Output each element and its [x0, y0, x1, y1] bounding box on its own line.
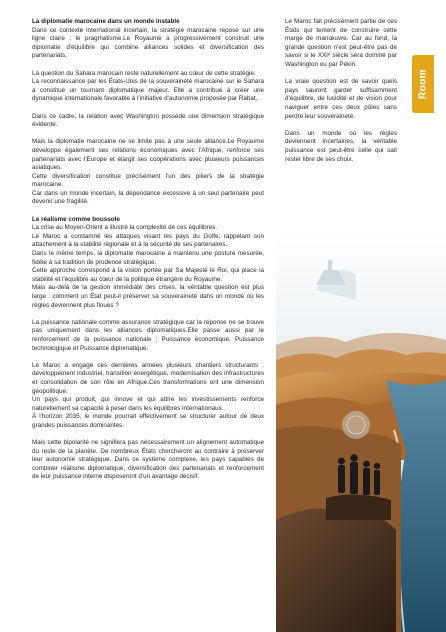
paragraph: Cette approche correspond à la vision portée par Sa Majesté le Roi, qui place la stabilité et l'équilibre au cœur de la politique étrangère du Royaume. [32, 267, 264, 283]
paragraph: Car dans un monde incertain, la dépendance excessive à un seul partenaire peut devenir une fragilité. [32, 189, 264, 206]
left-column [32, 18, 264, 491]
illustration-svg [276, 230, 446, 632]
paragraph: La question du Sahara marocain reste naturellement au cœur de cette stratégie. [32, 69, 256, 77]
paragraph: La vraie question est de savoir quels pays sauront garder suffisamment d'équilibre, de lucidité et de vision pour naviguer entre ces deux pôles sans perdre leur souveraineté. [285, 78, 397, 120]
section-title-realisme: Le réalisme comme boussole [32, 215, 120, 223]
paragraph: Mais la diplomatie marocaine ne se limite pas à une seule alliance.Le Royaume développe également ses relations économiques avec l'Afrique, renforce ses partenariats avec l'Europe et élargit ses coopérations avec plusieurs puissances asiatiques. [32, 138, 264, 172]
paragraph: Dans le même temps, la diplomatie marocaine a maintenu une posture mesurée, fidèle à sa tradition de prudence stratégique. [32, 250, 264, 266]
paragraph: Dans un monde où les règles deviennent incertaines, la véritable puissance est peut-être celle qui sait rester libre de ses choix. [285, 129, 397, 163]
paragraph: Mais cette bipolarité ne signifiera pas nécessairement un alignement automatique du reste de la planète. De nombreux États chercheront au contraire à préserver leur autonomie stratégique. Dans ce système complexe, les pays capables de combiner réalisme diplomatique, diversification des partenariats et renforcement de leur puissance interne disposeront d'un avantage décisif. [32, 439, 264, 481]
paragraph: Cette diversification constitue précisément l'un des piliers de la stratégie marocaine. [32, 172, 264, 189]
right-column [285, 18, 397, 173]
illustration-desert-coast [276, 230, 446, 632]
paragraph: Dans ce contexte international incertain, la stratégie marocaine repose sur une ligne claire : le pragmatisme.Le Royaume a progressivement construit une diplomatie d'équilibre qui combine alliances solides et diversification des partenariats. [32, 26, 264, 60]
paragraph: Dans ce cadre, la relation avec Washington possède une dimension stratégique évidente. [32, 112, 264, 129]
section-tab [412, 55, 434, 113]
section-title-diplomatie: La diplomatie marocaine dans un monde instable [32, 18, 180, 25]
paragraph: Le Maroc fait précisément partie de ces États qui tentent de construire cette marge de manœuvre. Car au fond, la grande question n'est peut-être pas de savoir si le XXIᵉ siècle sera dominé par Washington ou par Pékin. [285, 18, 397, 68]
paragraph: Mais au-delà de la gestion immédiate des crises, la véritable question est plus large : comment un État peut-il préserver sa souveraineté dans un monde où les règles deviennent plus floues ? [32, 284, 264, 309]
paragraph: La puissance nationale comme assurance stratégique car la réponse ne se trouve pas uniquement dans les alliances diplomatiques.Elle passe aussi par le renforcement de la puissance nationale : Puissance économique, Puissance technologique et Puissance diplomatique. [32, 318, 264, 352]
paragraph: À l'horizon 2035, le monde pourrait effectivement se structurer autour de deux grandes puissances dominantes. [32, 413, 264, 429]
paragraph: La crise au Moyen-Orient a illustré la complexité de ces équilibres. [32, 224, 218, 232]
paragraph: Le Maroc a engagé ces dernières années plusieurs chantiers structurants : développement industriel, transition énergétique, modernisation des infrastructures et consolidation de son rôle en Afrique.Ces transformations ont une dimension géopolitique. [32, 361, 264, 395]
paragraph: La reconnaissance par les États-Unis de la souveraineté marocaine sur le Sahara a constitué un tournant diplomatique majeur. Elle a contribué à créer une dynamique internationale favorable à l'initiative d'autonomie proposée par Rabat. [32, 78, 264, 103]
paragraph: Un pays qui produit, qui innove et qui attire les investissements renforce naturellement sa capacité à peser dans les équilibres internationaux. [32, 396, 264, 412]
paragraph: Le Maroc a condamné les attaques visant les pays du Golfe, rappelant son attachement à la stabilité régionale et à la sécurité de ses partenaires. [32, 232, 264, 249]
section-tab-label: Room [417, 69, 429, 99]
